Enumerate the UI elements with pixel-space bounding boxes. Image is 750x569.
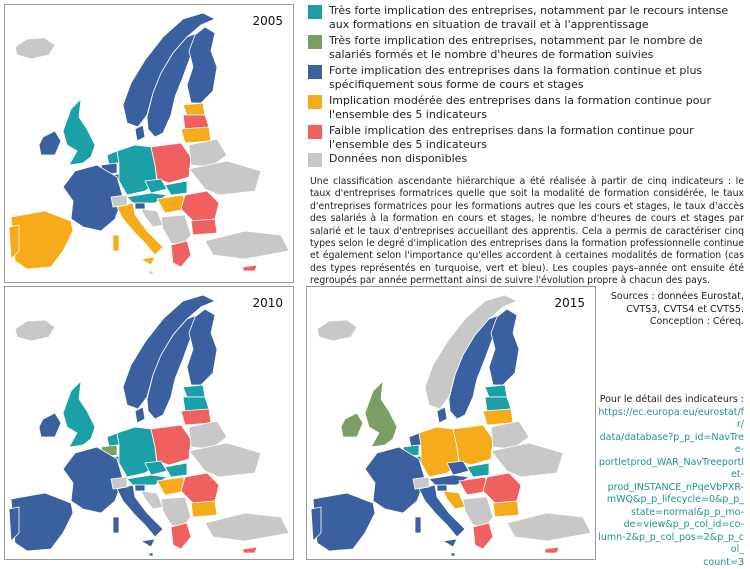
legend-item-red xyxy=(305,124,745,151)
country-poland xyxy=(151,143,191,183)
sources-line: Conception : Céreq. xyxy=(564,316,744,329)
url-line: portletprod_WAR_NavTreeportlet- xyxy=(594,457,744,482)
country-ireland xyxy=(39,131,61,155)
legend-swatch xyxy=(308,35,322,49)
url-line: de=view&p_p_col_id=co- xyxy=(594,519,744,532)
indicators-intro: Pour le détail des indicateurs : xyxy=(594,394,744,407)
url-line: mWQ&p_p_lifecycle=0&p_p_ xyxy=(594,494,744,507)
country-uk xyxy=(365,381,397,447)
country-spain xyxy=(11,211,73,269)
legend-swatch xyxy=(308,125,322,139)
map-2010 xyxy=(4,286,294,560)
sources-line: Sources : données Eurostat, xyxy=(564,291,744,304)
country-switzerland xyxy=(111,195,127,207)
url-line: data/database?p_p_id=NavTree- xyxy=(594,432,744,457)
country-turkey xyxy=(205,513,289,541)
indicators-link[interactable] xyxy=(594,407,744,569)
country-bulgaria xyxy=(191,219,217,235)
legend-label: Forte implication des entreprises dans la formation continue et plus spécifiquement sous forme de cours et stages xyxy=(329,64,702,91)
country-poland xyxy=(453,425,493,465)
map-2015 xyxy=(306,286,596,560)
europe-map xyxy=(307,287,596,560)
legend-swatch xyxy=(308,153,322,167)
europe-map xyxy=(5,287,294,560)
url-line: prod_INSTANCE_nPqeVbPXR- xyxy=(594,482,744,495)
country-uk xyxy=(63,381,95,447)
country-bulgaria xyxy=(493,501,519,517)
country-slovenia xyxy=(437,485,447,491)
country-croatia xyxy=(141,209,163,227)
country-estonia xyxy=(485,385,507,397)
country-slovenia xyxy=(135,203,145,209)
country-malta xyxy=(149,553,153,556)
legend-swatch xyxy=(308,65,322,79)
legend-item-blue xyxy=(305,64,745,91)
country-romania xyxy=(181,473,219,503)
country-iceland xyxy=(15,38,55,59)
country-malta xyxy=(451,553,455,556)
country-sicily xyxy=(443,539,457,547)
country-lithuania xyxy=(483,409,513,425)
country-iceland xyxy=(317,320,357,341)
legend-label: Très forte implication des entreprises, notamment par le nombre de salariés formés et le nombre d'heures de formation suivies xyxy=(329,34,703,61)
country-sicily xyxy=(141,257,155,265)
country-spain xyxy=(11,493,73,551)
legend-label: Très forte implication des entreprises, notamment par le recours intense aux formations en situation de travail et à l'apprentissage xyxy=(329,4,728,31)
country-balkans xyxy=(161,497,191,527)
country-bulgaria xyxy=(191,501,217,517)
sources xyxy=(564,291,744,329)
country-denmark xyxy=(437,407,447,423)
sources-line: CVTS3, CVTS4 et CVTS5. xyxy=(564,304,744,317)
url-line: https://ec.europa.eu/eurostat/fr/ xyxy=(594,407,744,432)
country-denmark xyxy=(135,407,145,423)
legend-item-green xyxy=(305,34,745,61)
legend-swatch xyxy=(308,5,322,19)
country-ireland xyxy=(39,413,61,437)
country-cyprus xyxy=(243,265,257,271)
methodology-description: Une classification ascendante hiérarchique a été réalisée à partir de cinq indicateurs : le taux d'entreprises formatrices quelle que soit la modalité de formation considérée, le taux d'entreprises formatrices pour les formations autres que les cours et stages, le taux d'accès des salariés à la formation en cours et stages, le nombre d'heures de cours et stages par salarié et le taux d'entreprises accueillant des apprentis. Cela a permis de caractériser cinq types selon le degré d'implication des entreprises dans la formation professionnelle continue et également selon l'importance qu'elles accordent à certaines modalités de formation (cas des types représentés en turquoise, vert et bleu). Les couples pays–année ont ensuite été regroupés par année permettant ainsi de suivre l'évolution propre à chacun des pays. xyxy=(310,176,744,288)
legend-label: Implication modérée des entreprises dans la formation continue pour l'ensemble des 5 indicateurs xyxy=(329,94,711,121)
country-slovenia xyxy=(135,485,145,491)
country-romania xyxy=(181,191,219,221)
country-switzerland xyxy=(111,477,127,489)
country-lithuania xyxy=(181,409,211,425)
country-uk xyxy=(63,99,95,165)
legend-swatch xyxy=(308,95,322,109)
country-poland xyxy=(151,425,191,465)
country-romania xyxy=(483,473,521,503)
map-2005 xyxy=(4,4,294,283)
country-estonia xyxy=(183,385,205,397)
indicators-note xyxy=(594,394,744,569)
country-croatia xyxy=(443,491,465,509)
url-line: state=normal&p_p_mo- xyxy=(594,507,744,520)
country-greece xyxy=(473,523,493,549)
legend-item-grey xyxy=(305,152,467,166)
country-balkans xyxy=(161,215,191,245)
europe-map xyxy=(5,5,294,283)
url-line: count=3 xyxy=(594,557,744,569)
country-cyprus xyxy=(243,547,257,553)
country-turkey xyxy=(205,231,289,259)
country-balkans xyxy=(463,497,493,527)
country-ireland xyxy=(341,413,363,437)
country-sardinia xyxy=(113,235,119,251)
country-denmark xyxy=(135,125,145,141)
country-lithuania xyxy=(181,127,211,143)
year-label: 2005 xyxy=(252,14,283,28)
country-spain xyxy=(313,493,375,551)
country-iceland xyxy=(15,320,55,341)
country-sardinia xyxy=(113,517,119,533)
legend-label: Données non disponibles xyxy=(329,152,467,165)
year-label: 2010 xyxy=(252,296,283,310)
country-cyprus xyxy=(545,547,559,553)
legend-item-turquoise xyxy=(305,4,745,31)
country-greece xyxy=(171,523,191,549)
country-sardinia xyxy=(415,517,421,533)
legend-item-orange xyxy=(305,94,745,121)
country-sicily xyxy=(141,539,155,547)
country-turkey xyxy=(507,513,591,541)
country-croatia xyxy=(141,491,163,509)
country-greece xyxy=(171,241,191,267)
country-estonia xyxy=(183,103,205,115)
country-switzerland xyxy=(413,477,429,489)
country-malta xyxy=(149,271,153,274)
url-line: lumn-2&p_p_col_pos=2&p_p_col_ xyxy=(594,532,744,557)
legend-label: Faible implication des entreprises dans la formation continue pour l'ensemble des 5 indicateurs xyxy=(329,124,694,151)
year-label: 2015 xyxy=(554,296,585,310)
